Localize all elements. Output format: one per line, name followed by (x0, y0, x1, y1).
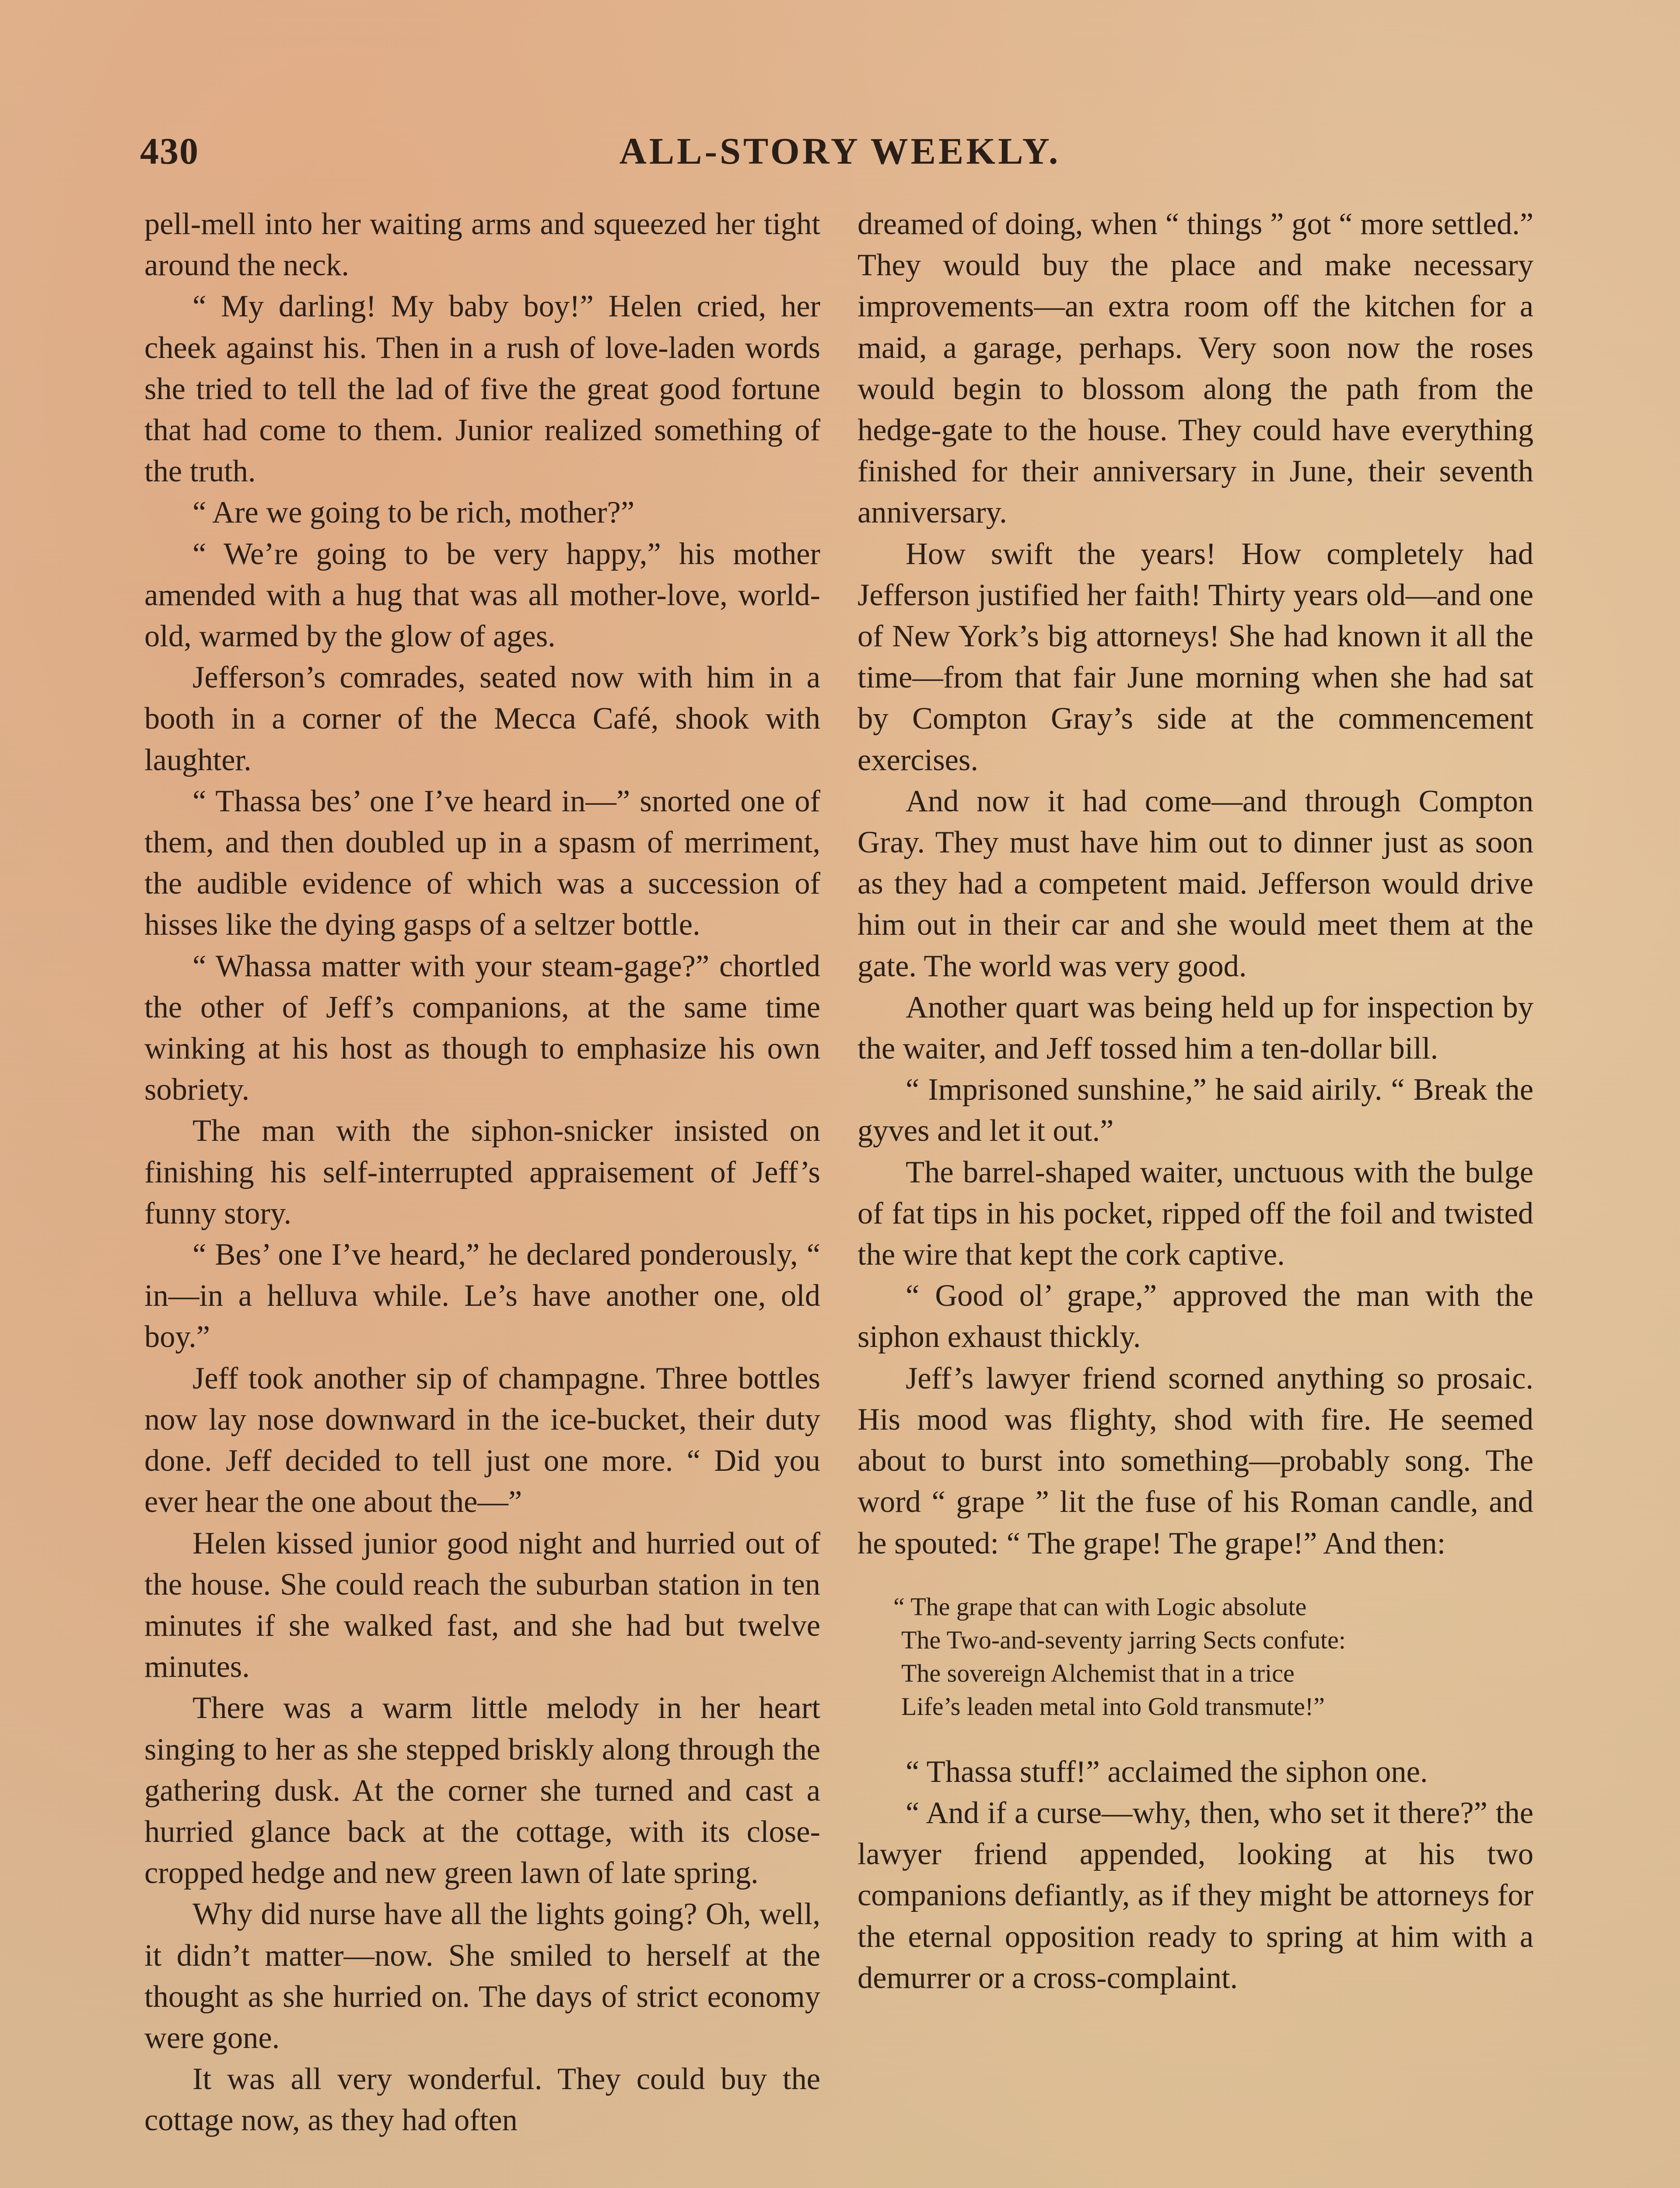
verse-line: The Two-and-seventy jarring Sects confute: (901, 1625, 1346, 1654)
paragraph: How swift the years! How completely had Jefferson justified her faith! Thirty years old—and one of New York’s big attorneys! She had known it all the time—from that fair June morning when she had sat by Compton Gray’s side at the commencement exercises. (858, 536, 1533, 777)
paragraph: pell-mell into her waiting arms and squeezed her tight around the neck. (144, 207, 820, 283)
paragraph: “ And if a curse—why, then, who set it there?” the lawyer friend appended, looking at his two companions defiantly, as if they might be attorneys for the eternal opposition ready to spring at him with a demurrer or a cross-complaint. (858, 1795, 1533, 1995)
paragraph: Another quart was being held up for inspection by the waiter, and Jeff tossed him a ten-dollar bill. (858, 990, 1533, 1066)
paragraph: “ My darling! My baby boy!” Helen cried, her cheek against his. Then in a rush of love-laden words she tried to tell the lad of five the great good fortune that had come to them. Junior realized something of the truth. (144, 289, 820, 489)
paragraph: “ Are we going to be rich, mother?” (192, 495, 635, 530)
verse-line: Life’s leaden metal into Gold transmute!” (901, 1692, 1325, 1721)
paragraph: The man with the siphon-snicker insisted on finishing his self-interrupted appraisement of Jeff’s funny story. (144, 1114, 820, 1231)
verse-quote (893, 1590, 1533, 1723)
paragraph: Why did nurse have all the lights going? Oh, well, it didn’t matter—now. She smiled to herself at the thought as she hurried on. The days of strict economy were gone. (144, 1897, 820, 2055)
paragraph: Jeff took another sip of champagne. Three bottles now lay nose downward in the ice-bucket, their duty done. Jeff decided to tell just one more. “ Did you ever hear the one about the—” (144, 1361, 820, 1519)
verse-line: The sovereign Alchemist that in a trice (901, 1659, 1295, 1687)
paragraph: “ Bes’ one I’ve heard,” he declared ponderously, “ in—in a helluva while. Le’s have another one, old boy.” (144, 1238, 820, 1354)
paragraph: The barrel-shaped waiter, unctuous with the bulge of fat tips in his pocket, ripped off the foil and twisted the wire that kept the cork captive. (858, 1155, 1533, 1272)
paragraph: It was all very wonderful. They could buy the cottage now, as they had often (144, 2062, 820, 2138)
paragraph: And now it had come—and through Compton Gray. They must have him out to dinner just as soon as they had a competent maid. Jefferson would drive him out in their car and she would meet them at the gate. The world was very good. (858, 784, 1533, 983)
paragraph: Helen kissed junior good night and hurried out of the house. She could reach the suburban station in ten minutes if she walked fast, and she had but twelve minutes. (144, 1526, 820, 1684)
paragraph: “ Thassa stuff!” acclaimed the siphon one. (906, 1754, 1428, 1789)
paragraph: “ Good ol’ grape,” approved the man with the siphon exhaust thickly. (858, 1279, 1533, 1354)
paragraph: dreamed of doing, when “ things ” got “ more settled.” They would buy the place and make necessary improvements—an extra room off the kitchen for a maid, a garage, perhaps. Very soon now the roses would begin to blossom along the path from the hedge-gate to the house. They could have everything finished for their anniversary in June, their seventh anniversary. (858, 207, 1533, 530)
page-header (140, 129, 1540, 182)
paragraph: There was a warm little melody in her heart singing to her as she stepped briskly along through the gathering dusk. At the corner she turned and cast a hurried glance back at the cottage, with its close-cropped hedge and new green lawn of late spring. (144, 1691, 820, 1890)
paragraph: “ We’re going to be very happy,” his mother amended with a hug that was all mother-love, world-old, warmed by the glow of ages. (144, 536, 820, 654)
paragraph: “ Imprisoned sunshine,” he said airily. “ Break the gyves and let it out.” (858, 1073, 1533, 1148)
paragraph: “ Whassa matter with your steam-gage?” chortled the other of Jeff’s companions, at the same time winking at his host as though to emphasize his own sobriety. (144, 949, 820, 1107)
verse-line: “ The grape that can with Logic absolute (893, 1592, 1307, 1621)
right-column (858, 203, 1533, 1999)
paragraph: Jeff’s lawyer friend scorned anything so prosaic. His mood was flighty, shod with fire. He seemed about to burst into something—probably song. The word “ grape ” lit the fuse of his Roman candle, and he spouted: “ The grape! The grape!” And then: (858, 1361, 1533, 1560)
left-column (144, 203, 820, 2141)
running-title: ALL-STORY WEEKLY. (619, 130, 1061, 172)
page-number: 430 (140, 130, 199, 172)
paragraph: “ Thassa bes’ one I’ve heard in—” snorted one of them, and then doubled up in a spasm of merriment, the audible evidence of which was a succession of hisses like the dying gasps of a seltzer bottle. (144, 784, 820, 942)
paragraph: Jefferson’s comrades, seated now with him in a booth in a corner of the Mecca Café, shook with laughter. (144, 660, 820, 777)
